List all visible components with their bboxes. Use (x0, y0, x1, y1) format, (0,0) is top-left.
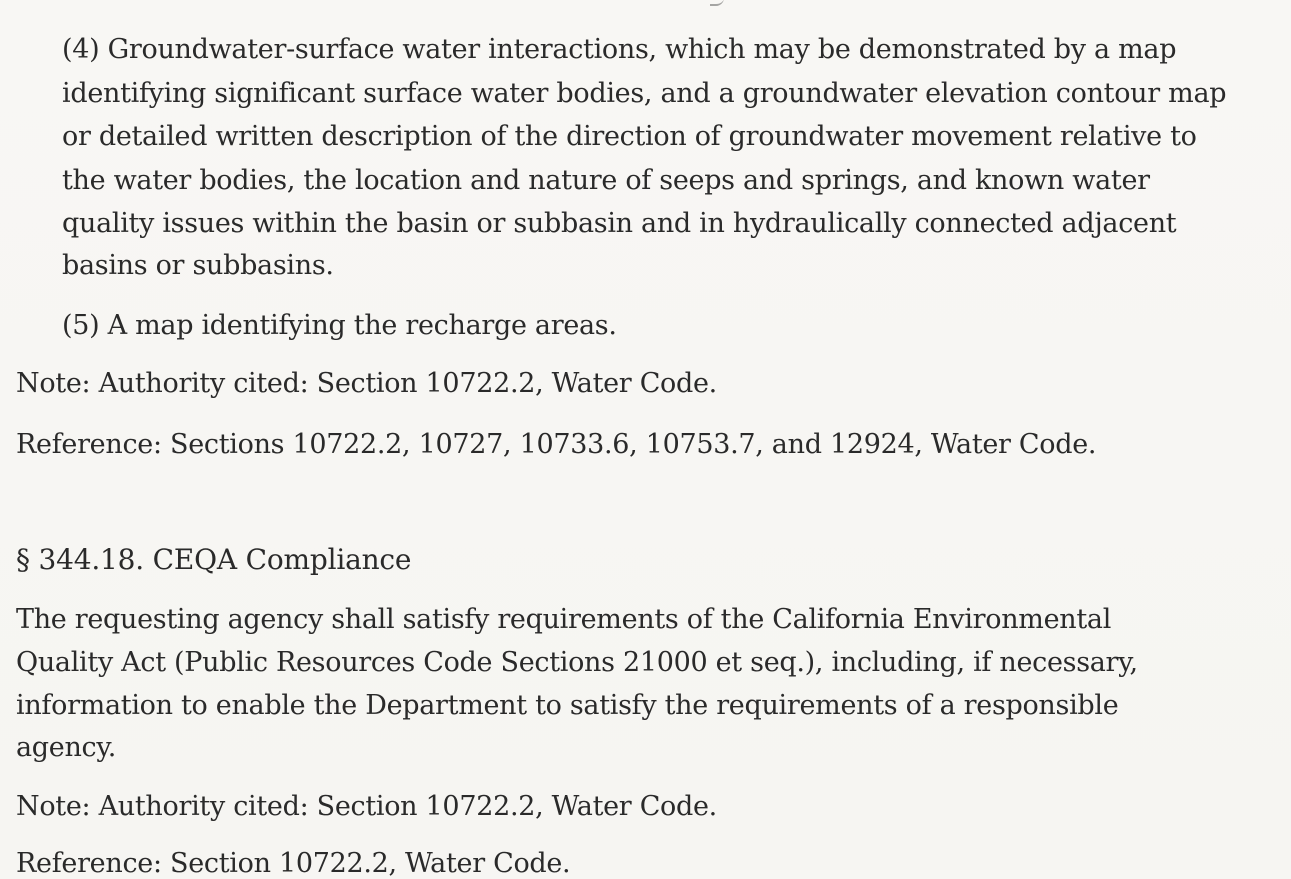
item5-text: (5) A map identifying the recharge areas. (62, 310, 617, 341)
item4-line-3: or detailed written description of the direction of groundwater movement relative to (62, 121, 1197, 152)
item4-line-5: quality issues within the basin or subbasin and in hydraulically connected adjacent (62, 208, 1177, 239)
item4-line-1: (4) Groundwater-surface water interactions, which may be demonstrated by a map (62, 34, 1177, 65)
item4-line-2: identifying significant surface water bodies, and a groundwater elevation contour map (62, 78, 1227, 109)
note-authority-1: Note: Authority cited: Section 10722.2, Water Code. (16, 368, 717, 399)
section-line-3: information to enable the Department to satisfy the requirements of a responsible (16, 690, 1119, 721)
note-authority-2: Note: Authority cited: Section 10722.2, Water Code. (16, 791, 717, 822)
section-line-2: Quality Act (Public Resources Code Sections 21000 et seq.), including, if necessary, (16, 647, 1138, 678)
cut-off-glyph (710, 0, 724, 6)
section-line-4: agency. (16, 732, 117, 763)
reference-2: Reference: Section 10722.2, Water Code. (16, 848, 571, 879)
section-heading: § 344.18. CEQA Compliance (16, 543, 412, 576)
item4-line-6: basins or subbasins. (62, 250, 334, 281)
item4-line-4: the water bodies, the location and nature of seeps and springs, and known water (62, 165, 1150, 196)
section-line-1: The requesting agency shall satisfy requirements of the California Environmental (16, 604, 1112, 635)
reference-1: Reference: Sections 10722.2, 10727, 10733.6, 10753.7, and 12924, Water Code. (16, 429, 1097, 460)
